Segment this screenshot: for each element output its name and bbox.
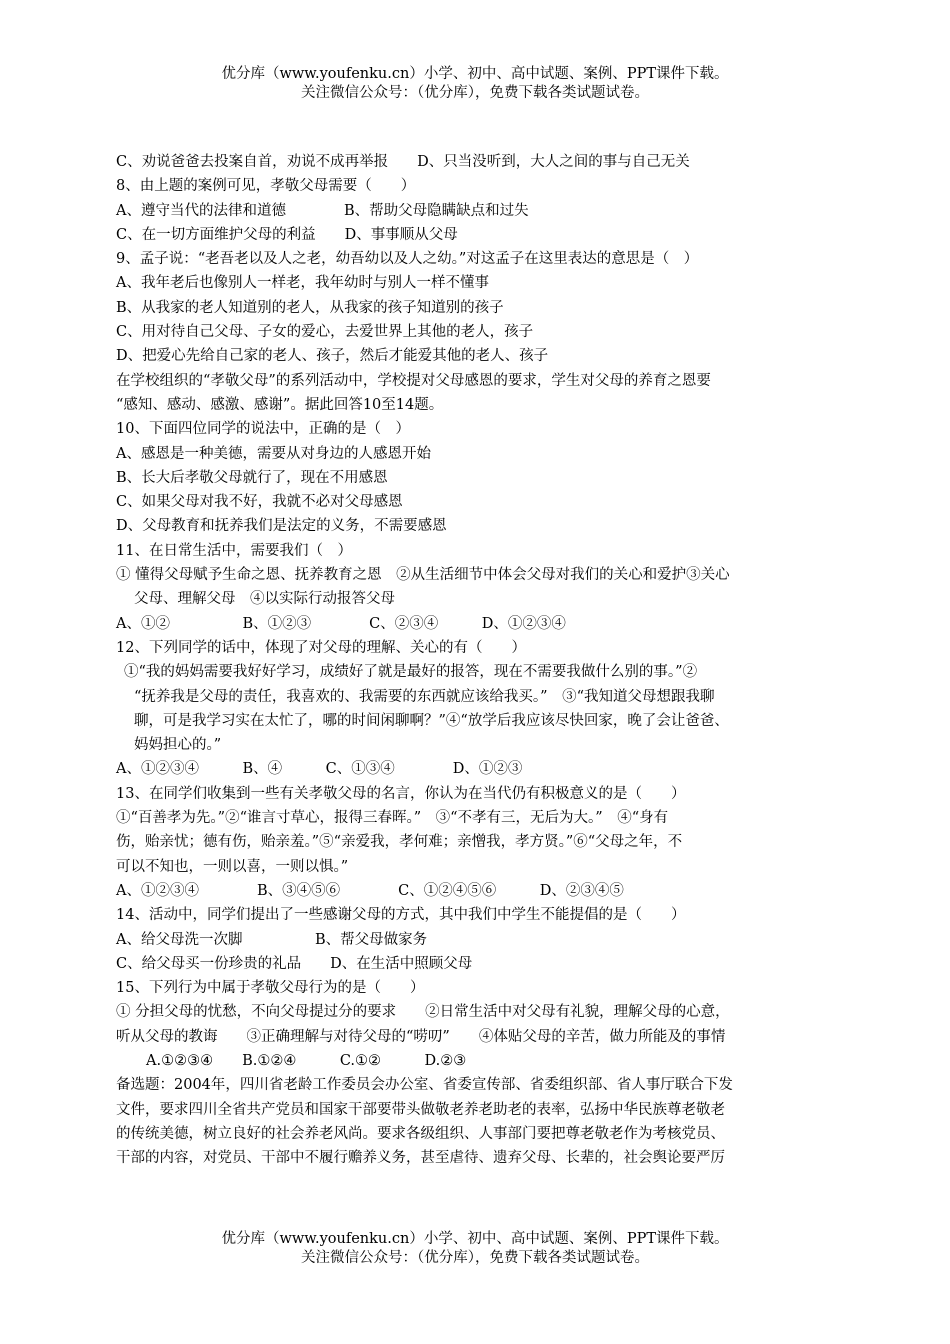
page-footer — [0, 1230, 950, 1268]
text-line: A、遵守当代的法律和道德 B、帮助父母隐瞒缺点和过失 — [116, 202, 529, 219]
text-line: “感知、感动、感激、感谢”。据此回答10至14题。 — [116, 396, 444, 413]
text-line: 听从父母的教诲 ③正确理解与对待父母的“唠叨” ④体贴父母的辛苦，做力所能及的事情 — [116, 1028, 726, 1045]
text-line: C、劝说爸爸去投案自首，劝说不成再举报 D、只当没听到，大人之间的事与自己无关 — [116, 154, 690, 170]
text-line: “抚养我是父母的责任，我喜欢的、我需要的东西就应该给我买。” ③“我知道父母想跟我聊 — [134, 688, 715, 705]
text-line: C、在一切方面维护父母的利益 D、事事顺从父母 — [116, 226, 458, 243]
text-line: C、给父母买一份珍贵的礼品 D、在生活中照顾父母 — [116, 955, 473, 972]
text-line: D、父母教育和抚养我们是法定的义务，不需要感恩 — [116, 518, 447, 535]
text-line: 12、下列同学的话中，体现了对父母的理解、关心的有（ ） — [116, 639, 526, 656]
text-line: 干部的内容，对党员、干部中不履行赡养义务，甚至虐待、遗弃父母、长辈的，社会舆论要严厉 — [116, 1150, 725, 1167]
text-line: A、我年老后也像别人一样老，我年幼时与别人一样不懂事 — [116, 275, 489, 292]
text-line: A.①②③④ B.①②④ C.①② D.②③ — [146, 1052, 467, 1069]
text-line: 妈妈担心的。” — [134, 737, 222, 754]
text-line: A、①②③④ B、③④⑤⑥ C、①②④⑤⑥ D、②③④⑤ — [116, 882, 624, 899]
text-line: A、感恩是一种美德，需要从对身边的人感恩开始 — [116, 445, 431, 462]
text-line: 伤，贻亲忧；德有伤，贻亲羞。”⑤“亲爱我，孝何难；亲憎我，孝方贤。”⑥“父母之年，不 — [116, 834, 683, 851]
text-line: C、如果父母对我不好，我就不必对父母感恩 — [116, 494, 403, 511]
text-line: A、①② B、①②③ C、②③④ D、①②③④ — [116, 615, 566, 632]
text-line: 13、在同学们收集到一些有关孝敬父母的名言，你认为在当代仍有积极意义的是（ ） — [116, 785, 686, 802]
text-line: 14、活动中，同学们提出了一些感谢父母的方式，其中我们中学生不能提倡的是（ ） — [116, 907, 686, 924]
text-line: A、给父母洗一次脚 B、帮父母做家务 — [116, 931, 428, 948]
header-line-2: 关注微信公众号：（优分库），免费下载各类试题试卷。 — [301, 85, 649, 101]
text-line: ① 懂得父母赋予生命之恩、抚养教育之恩 ②从生活细节中体会父母对我们的关心和爱护③关心 — [116, 567, 730, 584]
header-line-1: 优分库（www.youfenku.cn）小学、初中、高中试题、案例、PPT课件下载。 — [221, 66, 729, 82]
document-body — [116, 150, 828, 1170]
text-line: ①“百善孝为先。”②“谁言寸草心，报得三春晖。” ③“不孝有三，无后为大。” ④“身有 — [116, 810, 669, 827]
page-header — [0, 65, 950, 103]
text-line: D、把爱心先给自己家的老人、孩子，然后才能爱其他的老人、孩子 — [116, 348, 549, 365]
text-line: 聊，可是我学习实在太忙了，哪的时间闲聊啊？”④“放学后我应该尽快回家，晚了会让爸爸、 — [134, 712, 729, 729]
text-line: B、从我家的老人知道别的老人，从我家的孩子知道别的孩子 — [116, 299, 504, 316]
text-line: ① 分担父母的忧愁，不向父母提过分的要求 ②日常生活中对父母有礼貌，理解父母的心意， — [116, 1004, 730, 1021]
text-line: 15、下列行为中属于孝敬父母行为的是（ ） — [116, 980, 425, 997]
text-line: 父母、理解父母 ④以实际行动报答父母 — [134, 591, 395, 608]
text-line: 10、下面四位同学的说法中，正确的是（ ） — [116, 421, 410, 438]
text-line: ①“我的妈妈需要我好好学习，成绩好了就是最好的报答，现在不需要我做什么别的事。”② — [124, 664, 698, 681]
footer-line-1: 优分库（www.youfenku.cn）小学、初中、高中试题、案例、PPT课件下载。 — [221, 1231, 729, 1247]
text-line: C、用对待自己父母、子女的爱心，去爱世界上其他的老人，孩子 — [116, 324, 534, 341]
text-line: 文件，要求四川全省共产党员和国家干部要带头做敬老养老助老的表率，弘扬中华民族尊老敬老 — [116, 1101, 725, 1118]
text-line: 的传统美德，树立良好的社会养老风尚。要求各级组织、人事部门要把尊老敬老作为考核党员、 — [116, 1125, 725, 1142]
text-line: 11、在日常生活中，需要我们（ ） — [116, 542, 352, 559]
text-line: A、①②③④ B、④ C、①③④ D、①②③ — [116, 761, 523, 778]
footer-line-2: 关注微信公众号：（优分库），免费下载各类试题试卷。 — [301, 1250, 649, 1266]
text-line: B、长大后孝敬父母就行了，现在不用感恩 — [116, 469, 388, 486]
text-line: 在学校组织的“孝敬父母”的系列活动中，学校提对父母感恩的要求，学生对父母的养育之恩要 — [116, 372, 711, 389]
text-line: 可以不知也，一则以喜，一则以惧。” — [116, 858, 349, 875]
text-line: 8、由上题的案例可见，孝敬父母需要（ ） — [116, 178, 416, 195]
text-line: 备选题：2004年，四川省老龄工作委员会办公室、省委宣传部、省委组织部、省人事厅联合下发 — [116, 1077, 733, 1094]
text-line: 9、孟子说：“老吾老以及人之老，幼吾幼以及人之幼。”对这孟子在这里表达的意思是（ ） — [116, 251, 699, 268]
